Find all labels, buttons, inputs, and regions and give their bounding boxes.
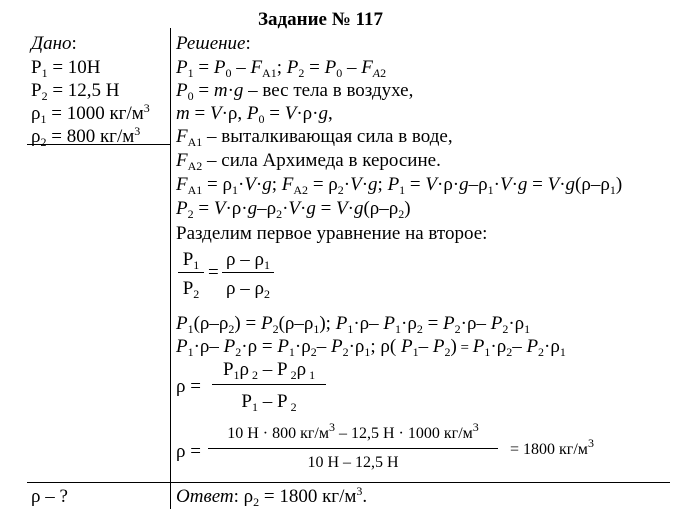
equation-line-5: $F_{A2}$ – сила Архимеда в керосине.	[176, 150, 441, 173]
rho-formula-denominator: $P_1$ – P $_2$	[241, 391, 297, 414]
given-p1: $P_1 = 10Н$	[31, 57, 101, 80]
vertical-divider	[170, 28, 171, 509]
answer-divider	[27, 482, 670, 483]
ratio-right-numerator: ρ – $\rho_1$	[226, 249, 270, 272]
equation-line-8: $P_1(\rho-\rho_2) = P_2(\rho-\rho_1)$; $P_1\cdot\rho-$ $P_1\cdot\rho_2 = P_2\cdot\rho-$ $P_2\cdot\rho_1$	[176, 313, 531, 336]
given-header: Дано:	[31, 33, 77, 54]
solution-header: Решение:	[176, 33, 251, 54]
page-title: Задание № 117	[258, 9, 384, 30]
given-rho2: $\rho_2 = 800$ $кг/м^3$	[31, 124, 141, 149]
rho-formula-lhs: ρ =	[176, 376, 201, 397]
equation-line-7: $P_2 = V\cdot\rho\cdot g-\rho_2\cdot V\cdot g = V\cdot g(\rho-\rho_2)$	[176, 198, 411, 221]
divide-instruction: Разделим первое уравнение на второе:	[176, 223, 488, 244]
equation-line-2: $P_0 = m\cdot g$ – вес тела в воздухе,	[176, 80, 414, 103]
numeric-numerator: 10 Н · 800 $кг/м^3 - 12,5$ Н · 1000 $кг/м^3$	[227, 420, 479, 442]
given-rho1: $\rho_1 = 1000$ $кг/м^3$	[31, 101, 150, 126]
ratio-left-bar	[178, 272, 204, 273]
unknown-quantity: ρ – ?	[31, 486, 68, 507]
equation-line-3: m = V·ρ, $P_0 = V\cdot\rho\cdot g$,	[176, 103, 333, 126]
ratio-right-denominator: ρ – $\rho_2$	[226, 278, 270, 301]
answer-line: Ответ: $\rho_2 = 1800$ $кг/м^3$.	[176, 484, 368, 509]
rho-formula-bar	[212, 384, 326, 385]
equation-line-1: $P_1 = P_0 - F_{A1}$; $P_2 = P_0 - F_{A2}$	[176, 57, 387, 80]
equation-line-4: $F_{A1}$ – выталкивающая сила в воде,	[176, 126, 453, 149]
numeric-result: = 1800 $кг/м^3$	[510, 436, 594, 458]
ratio-equals: =	[208, 262, 219, 283]
numeric-lhs: ρ =	[176, 441, 201, 462]
equation-line-9: $P_1\cdot\rho-$ $P_2\cdot\rho = P_1\cdot\rho_2-$ $P_2\cdot\rho_1$; ρ( $P_1-$ $P_2) = P_1\cdot\rho_2-$ $P_2\cdot\rho_1$	[176, 336, 566, 359]
numeric-denominator: 10 Н – 12,5 Н	[307, 454, 399, 471]
given-p2: $P_2 = 12,5$ Н	[31, 80, 120, 103]
ratio-right-bar	[222, 272, 274, 273]
numeric-bar	[208, 448, 498, 449]
equation-line-6: $F_{A1} = \rho_1\cdot V\cdot g$; $F_{A2} = \rho_2\cdot V\cdot g$; $P_1 = V\cdot\rho\cdot g-\rho_1\cdot V\cdot g = V\cdot g(\rho-\rho_1)$	[176, 174, 623, 197]
ratio-left-numerator: $P_1$	[182, 249, 200, 272]
ratio-left-denominator: $P_2$	[182, 278, 200, 301]
rho-formula-numerator: $P_1\rho$ $_2$ – P $_2$ρ $_1$	[222, 359, 316, 382]
